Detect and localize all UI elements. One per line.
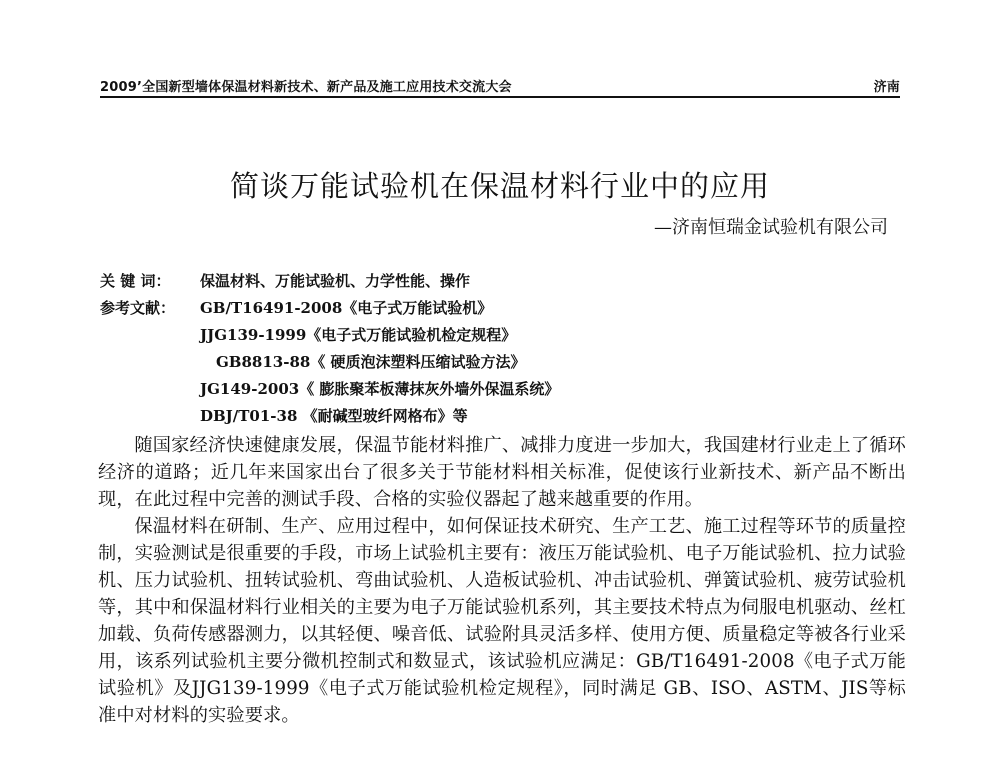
article-meta (100, 268, 900, 430)
article-body (98, 432, 906, 729)
references-row (100, 322, 900, 349)
references-label: 参考文献： (100, 299, 176, 317)
conference-location: 济南 (873, 80, 900, 95)
references-row (100, 376, 900, 403)
keywords-value: 保温材料、万能试验机、力学性能、操作 (200, 272, 471, 290)
reference-item: GB8813-88《 硬质泡沫塑料压缩试验方法》 (216, 353, 526, 371)
references-row (100, 403, 900, 430)
body-paragraph: 保温材料在研制、生产、应用过程中，如何保证技术研究、生产工艺、施工过程等环节的质量控制，实验测试是很重要的手段，市场上试验机主要有：液压万能试验机、电子万能试验机、拉力试验机、压力试验机、扭转试验机、弯曲试验机、人造板试验机、冲击试验机、弹簧试验机、疲劳试验机等，其中和保温材料行业相关的主要为电子万能试验机系列，其主要技术特点为伺服电机驱动、丝杠加载、负荷传感器测力，以其轻便、噪音低、试验附具灵活多样、使用方便、质量稳定等被各行业采用，该系列试验机主要分微机控制式和数显式，该试验机应满足：GB/T16491-2008《电子式万能试验机》及JJG139-1999《电子式万能试验机检定规程》，同时满足 GB、ISO、ASTM、JIS等标准中对材料的实验要求。 (98, 516, 906, 726)
author-affiliation: —济南恒瑞金试验机有限公司 (654, 217, 888, 238)
keywords-label: 关 键 词： (100, 272, 171, 290)
page-title: 简谈万能试验机在保温材料行业中的应用 (229, 169, 770, 203)
keywords-row (100, 268, 900, 295)
header-rule (100, 96, 900, 98)
reference-item: JG149-2003《 膨胀聚苯板薄抹灰外墙外保温系统》 (200, 380, 560, 398)
references-row (100, 295, 900, 322)
body-paragraph: 随国家经济快速健康发展，保温节能材料推广、减排力度进一步加大，我国建材行业走上了循环经济的道路；近几年来国家出台了很多关于节能材料相关标准，促使该行业新技术、新产品不断出现，在此过程中完善的测试手段、合格的实验仪器起了越来越重要的作用。 (98, 435, 906, 510)
running-header (100, 76, 900, 95)
reference-item: GB/T16491-2008《电子式万能试验机》 (200, 299, 493, 317)
conference-name: 2009’全国新型墙体保温材料新技术、新产品及施工应用技术交流大会 (100, 80, 512, 95)
reference-item: DBJ/T01-38 《耐碱型玻纤网格布》等 (200, 407, 468, 425)
reference-item: JJG139-1999《电子式万能试验机检定规程》 (200, 326, 517, 344)
references-row (100, 349, 900, 376)
